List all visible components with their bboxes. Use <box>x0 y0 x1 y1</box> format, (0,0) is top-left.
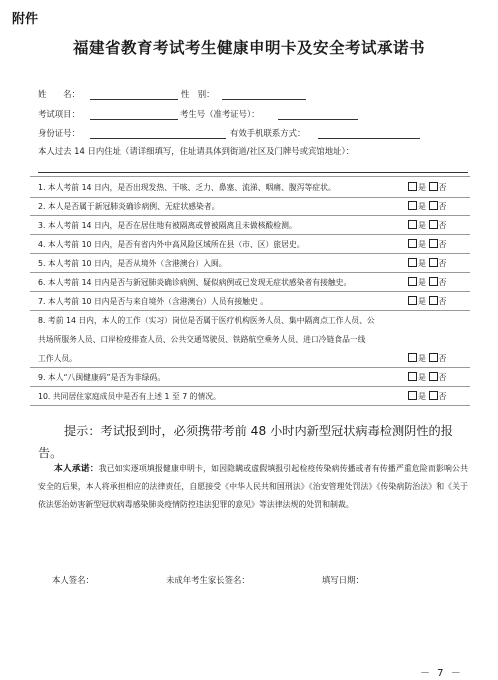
options-q3[interactable] <box>408 220 447 231</box>
no-checkbox[interactable] <box>429 258 438 267</box>
options-q8[interactable] <box>408 353 447 364</box>
no-checkbox[interactable] <box>429 239 438 248</box>
id-no-label: 身份证号： <box>38 128 80 138</box>
exam-no-input-line[interactable] <box>278 119 358 120</box>
page-number: － 7 － <box>420 668 463 679</box>
options-q4[interactable] <box>408 239 447 250</box>
question-5: 5. 本人考前 10 日内，是否从境外（含港澳台）入闽。 <box>38 259 227 268</box>
yes-checkbox[interactable] <box>408 258 417 267</box>
no-checkbox[interactable] <box>429 372 438 381</box>
yes-checkbox[interactable] <box>408 239 417 248</box>
options-q5[interactable] <box>408 258 447 269</box>
tip-text: 提示：考试报到时，必须携带考前 48 小时内新型冠状病毒检测阴性的报告。 <box>38 424 453 460</box>
self-signature-label: 本人签名： <box>52 575 94 585</box>
yes-label: 是 <box>418 221 426 230</box>
document-title: 福建省教育考试考生健康申明卡及安全考试承诺书 <box>72 39 425 57</box>
yes-label: 是 <box>418 202 426 211</box>
id-no-input-line[interactable] <box>90 138 226 139</box>
yes-label: 是 <box>418 240 426 249</box>
no-label: 否 <box>438 183 447 192</box>
no-checkbox[interactable] <box>429 201 438 210</box>
yes-checkbox[interactable] <box>408 220 417 229</box>
options-q7[interactable] <box>408 296 447 307</box>
name-label: 姓 名： <box>38 89 80 99</box>
question-3: 3. 本人考前 14 日内，是否在居住地有被隔离或曾被隔离且未做核酸检测。 <box>38 221 297 230</box>
promise-text: 我已如实逐项填报健康申明卡，如因隐瞒或虚假填报引起检疫传染病传播或者有传播严重危险而影响公共安全的后果，本人将承担相应的法律责任，自愿接受《中华人民共和国刑法》《治安管理处罚法》《传染病防治法》和《关于依法惩治妨害新型冠状病毒感染肺炎疫情防控违法犯罪的意见》等法律法规的处罚和制裁。 <box>38 464 468 510</box>
no-label: 否 <box>438 354 447 363</box>
attachment-label: 附件 <box>12 12 39 27</box>
yes-label: 是 <box>418 259 426 268</box>
question-2: 2. 本人是否属于新冠肺炎确诊病例、无症状感染者。 <box>38 202 220 211</box>
no-label: 否 <box>438 240 447 249</box>
exam-item-input-line[interactable] <box>90 119 178 120</box>
no-label: 否 <box>438 278 447 287</box>
promise-label: 本人承诺： <box>54 464 99 474</box>
no-checkbox[interactable] <box>429 220 438 229</box>
yes-checkbox[interactable] <box>408 353 417 362</box>
question-8-line-2: 共场所服务人员、口岸检疫排查人员、公共交通驾驶员、铁路航空乘务人员、进口冷链食品一线 <box>38 335 366 344</box>
no-label: 否 <box>438 202 447 211</box>
exam-item-label: 考试项目： <box>38 109 80 119</box>
guardian-signature-label: 未成年考生家长签名： <box>166 575 250 585</box>
yes-label: 是 <box>418 373 426 382</box>
promise-paragraph <box>38 460 468 515</box>
question-4: 4. 本人考前 10 日内，是否有省内外中高风险区域所在县（市、区）旅居史。 <box>38 240 305 249</box>
yes-label: 是 <box>418 183 426 192</box>
no-checkbox[interactable] <box>429 353 438 362</box>
no-checkbox[interactable] <box>429 182 438 191</box>
yes-checkbox[interactable] <box>408 277 417 286</box>
gender-label: 性 别： <box>181 89 215 99</box>
question-6: 6. 本人考前 14 日内是否与新冠肺炎确诊病例、疑似病例或已发现无症状感染者有接触史。 <box>38 278 352 287</box>
question-8-line-1: 8. 考前 14 日内，本人的工作（实习）岗位是否属于医疗机构医务人员、集中隔离点工作人员、公 <box>38 316 375 325</box>
no-checkbox[interactable] <box>429 296 438 305</box>
yes-label: 是 <box>418 278 426 287</box>
residence-label: 本人过去 14 日内住址（请详细填写，住址请具体到街道/社区及门牌号或宾馆地址）： <box>38 146 355 156</box>
date-label: 填写日期： <box>322 575 364 585</box>
options-q9[interactable] <box>408 372 447 383</box>
question-10: 10. 共同居住家庭成员中是否有上述 1 至 7 的情况。 <box>38 392 221 401</box>
no-checkbox[interactable] <box>429 277 438 286</box>
yes-checkbox[interactable] <box>408 391 417 400</box>
name-input-line[interactable] <box>90 99 178 100</box>
no-label: 否 <box>438 221 447 230</box>
exam-no-label: 考生号（准考证号）： <box>180 109 260 119</box>
phone-label: 有效手机联系方式： <box>230 128 306 138</box>
options-q6[interactable] <box>408 277 447 288</box>
options-q1[interactable] <box>408 182 447 193</box>
no-label: 否 <box>438 259 447 268</box>
phone-input-line[interactable] <box>318 138 420 139</box>
yes-label: 是 <box>418 392 426 401</box>
no-label: 否 <box>438 297 447 306</box>
options-q2[interactable] <box>408 201 447 212</box>
no-label: 否 <box>438 392 447 401</box>
question-9: 9. 本人“八闽健康码”是否为非绿码。 <box>38 373 166 382</box>
yes-checkbox[interactable] <box>408 182 417 191</box>
question-7: 7. 本人考前 10 日内是否与来自境外（含港澳台）人员有接触史 。 <box>38 297 268 306</box>
no-checkbox[interactable] <box>429 391 438 400</box>
no-label: 否 <box>438 373 447 382</box>
yes-checkbox[interactable] <box>408 372 417 381</box>
gender-input-line[interactable] <box>222 99 306 100</box>
question-8-line-3: 工作人员。 <box>38 354 77 363</box>
yes-label: 是 <box>418 354 426 363</box>
yes-checkbox[interactable] <box>408 201 417 210</box>
yes-label: 是 <box>418 297 426 306</box>
options-q10[interactable] <box>408 391 447 402</box>
question-1: 1. 本人考前 14 日内，是否出现发热、干咳、乏力、鼻塞、流涕、咽痛、腹泻等症状。 <box>38 183 336 192</box>
yes-checkbox[interactable] <box>408 296 417 305</box>
residence-input-line[interactable] <box>38 172 468 173</box>
